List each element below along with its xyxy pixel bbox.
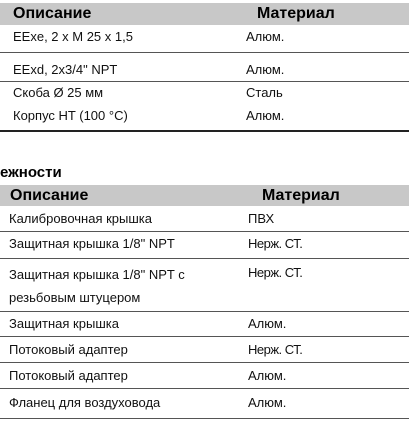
table1-row1-description: EExe, 2 x M 25 x 1,5 (13, 29, 133, 44)
table2-row7-description: Фланец для воздуховода (9, 395, 161, 410)
table2-row3-description-line1: Защитная крышка 1/8" NPT с (9, 267, 185, 282)
table2-row7-material: Алюм. (248, 395, 287, 410)
table1-header-material: Материал (257, 5, 335, 22)
table1-row2-description: EExd, 2x3/4" NPT (13, 62, 118, 77)
table2-row-divider (0, 311, 409, 312)
table2-row1-material: ПВХ (248, 211, 275, 226)
table2-row6-material: Алюм. (248, 368, 287, 383)
table2-row-divider (0, 258, 409, 259)
table1-row-divider (0, 81, 409, 82)
table2-row4-description: Защитная крышка (9, 316, 119, 331)
table2-row-divider (0, 336, 409, 337)
table2-row-divider (0, 388, 409, 389)
table1-header (0, 3, 409, 25)
table2-bottom-rule (0, 418, 409, 419)
section-title: ежности (0, 164, 62, 181)
table2-row5-material: Нерж. СТ. (248, 342, 303, 357)
table1-row4-material: Алюм. (246, 108, 285, 123)
table1-header-description: Описание (13, 5, 92, 22)
table2-row-divider (0, 362, 409, 363)
table2-header-description: Описание (10, 187, 89, 204)
table2-header-material: Материал (262, 187, 340, 204)
table1-row-divider (0, 52, 409, 53)
table1-row1-material: Алюм. (246, 29, 285, 44)
table1-row2-material: Алюм. (246, 62, 285, 77)
table2-row4-material: Алюм. (248, 316, 287, 331)
table2-row3-material: Нерж. СТ. (248, 265, 303, 280)
table2-row3-description-line2: резьбовым штуцером (9, 290, 141, 305)
table2-row-divider (0, 231, 409, 232)
table2-row6-description: Потоковый адаптер (9, 368, 128, 383)
table1-row3-material: Сталь (246, 85, 283, 100)
table1-row3-description: Скоба Ø 25 мм (13, 85, 104, 100)
table1-row4-description: Корпус HT (100 °C) (13, 108, 128, 123)
table1-bottom-rule (0, 130, 409, 132)
table2-row5-description: Потоковый адаптер (9, 342, 128, 357)
table2-row2-description: Защитная крышка 1/8" NPT (9, 236, 175, 251)
table2-row1-description: Калибровочная крышка (9, 211, 152, 226)
table2-header (0, 185, 409, 206)
table2-row2-material: Нерж. СТ. (248, 236, 303, 251)
